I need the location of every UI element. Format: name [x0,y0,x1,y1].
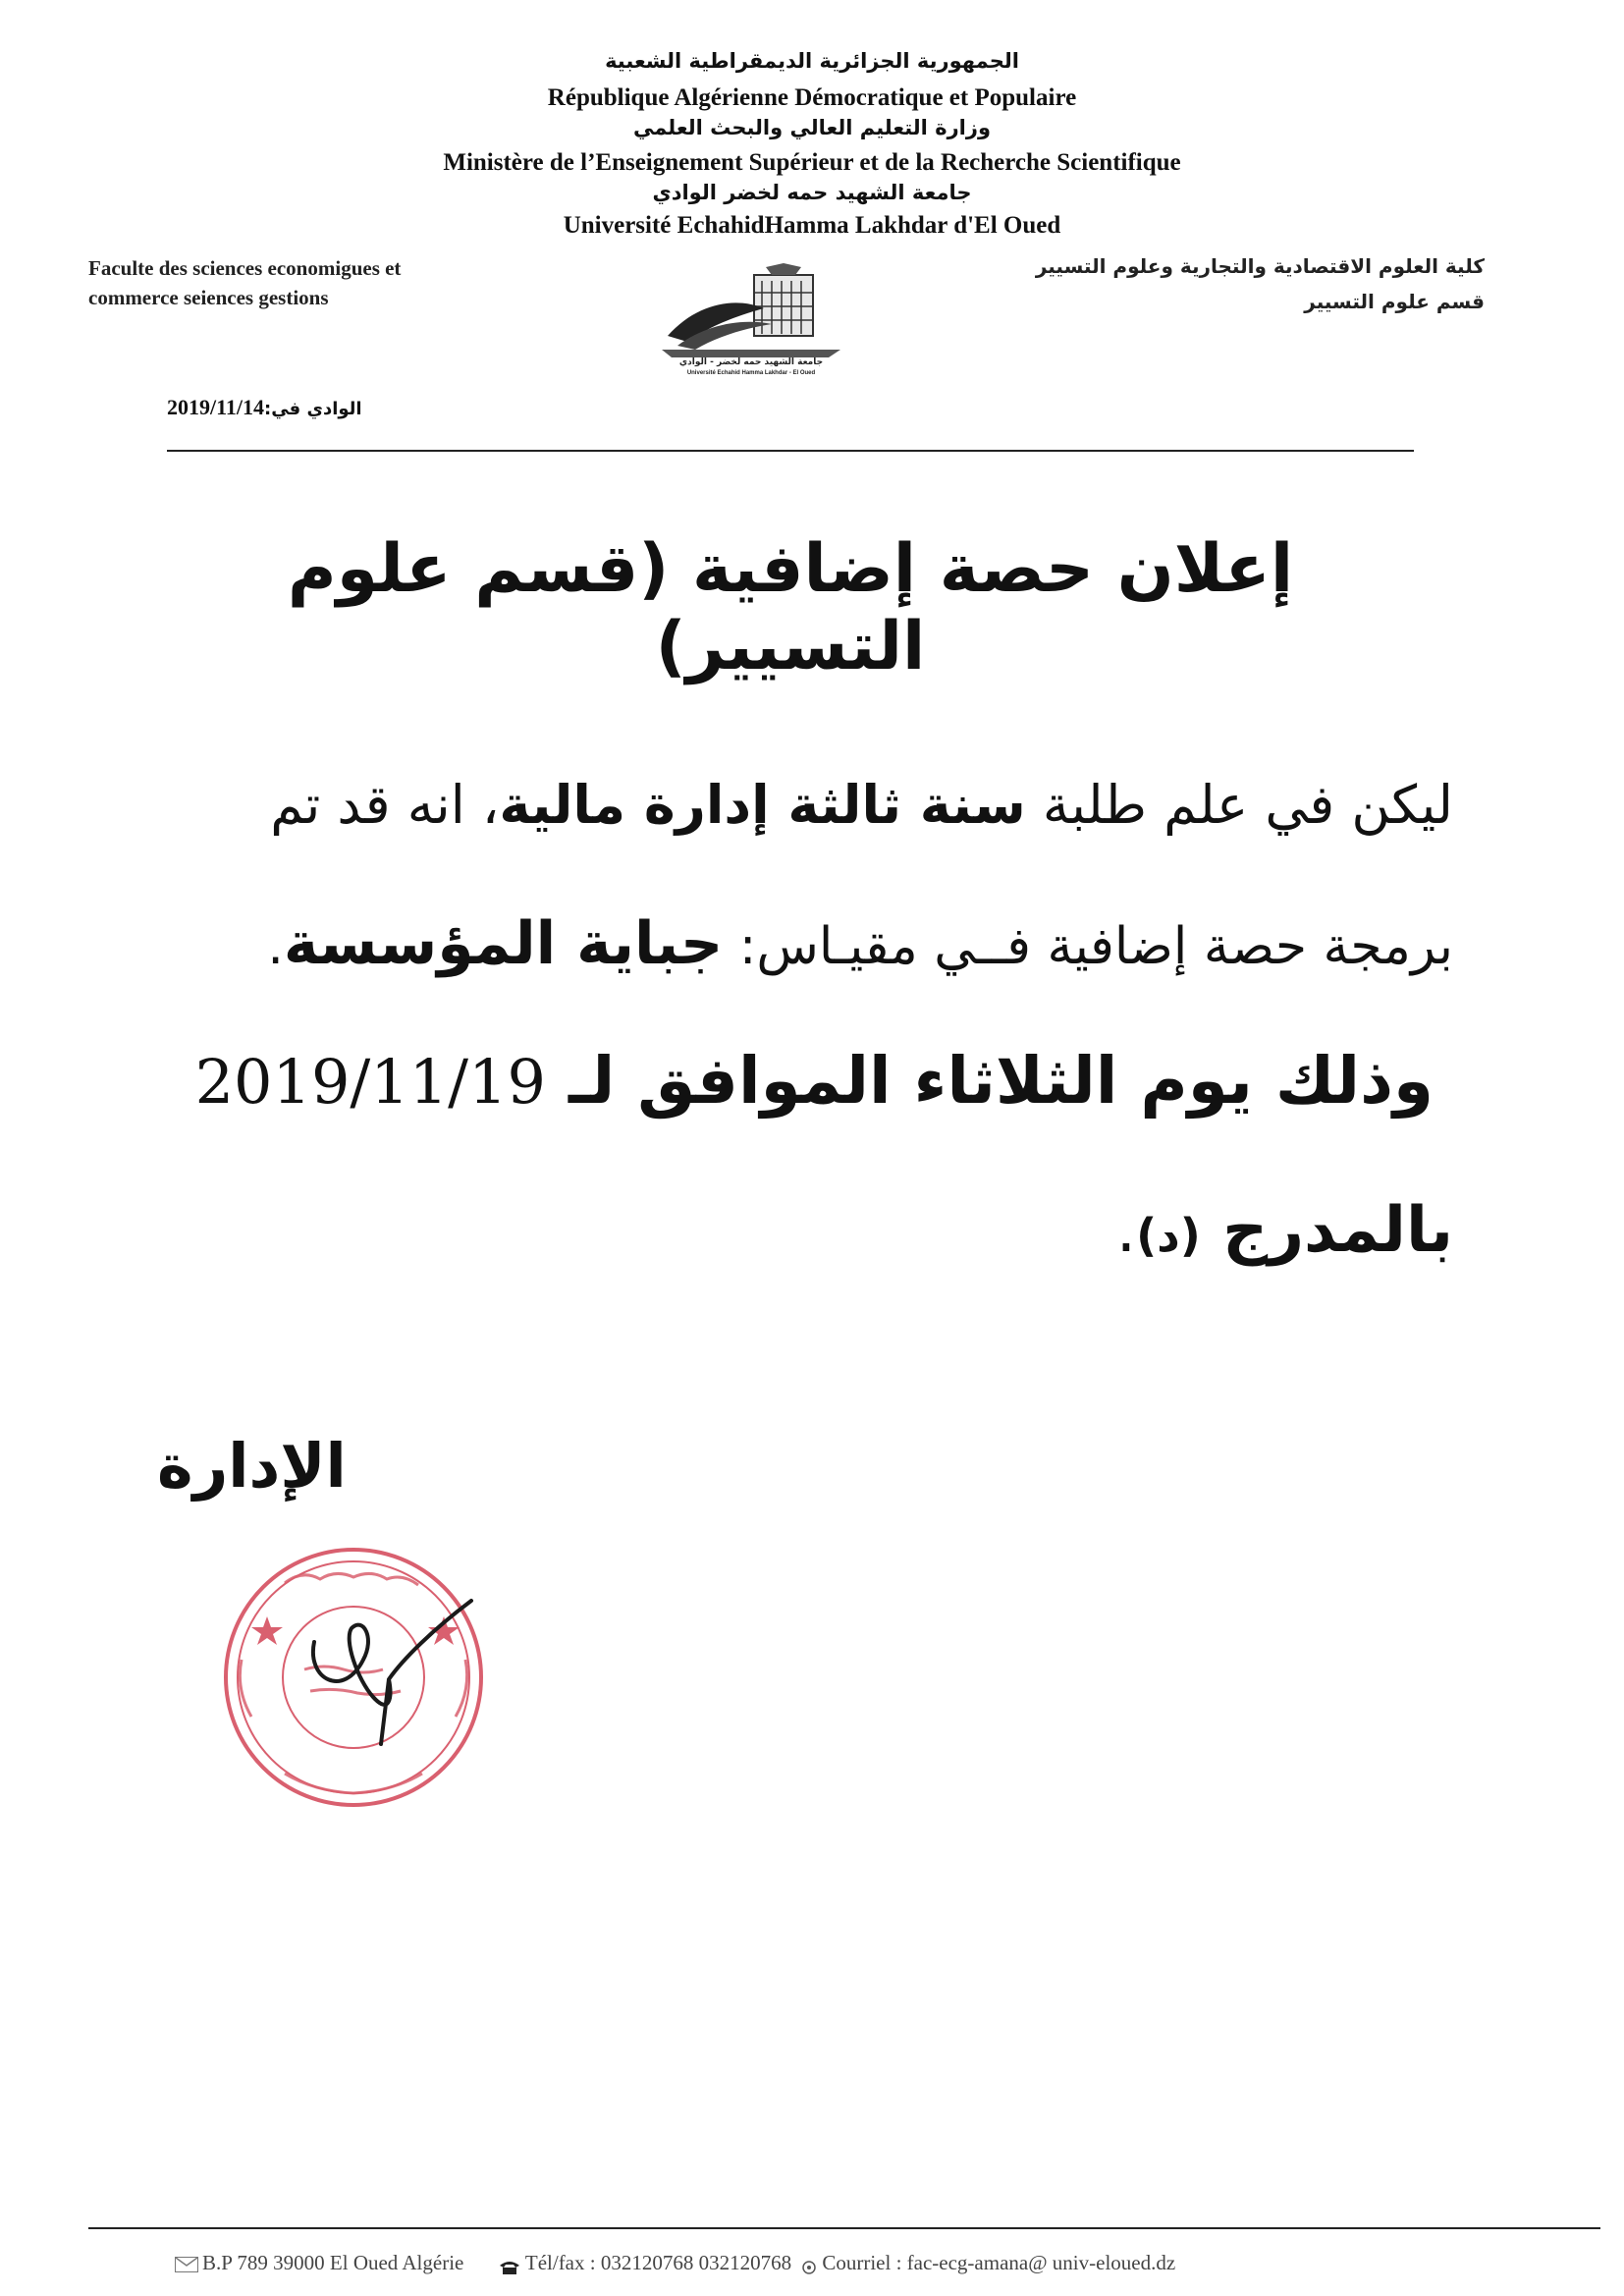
header-fr-ministry: Ministère de l’Enseignement Supérieur et de la Recherche Scientifique [443,149,1181,176]
date-line [167,395,362,420]
faculty-fr-line2: commerce seiences gestions [88,286,329,309]
at-icon [798,2257,820,2272]
header-ar-republic: الجمهورية الجزائرية الديمقراطية الشعبية [605,49,1019,73]
faculty-fr-block [88,253,520,312]
body-room-text: بالمدرج [1200,1194,1453,1267]
body-line-4 [147,1194,1453,1267]
footer-tel: Tél/fax : 032120768 032120768 [524,2251,792,2274]
body-subject-name: جباية المؤسسة [283,909,724,978]
body-line-1-end: ، انه قد تم [270,774,500,836]
faculty-fr-line1: Faculte des sciences economigues et [88,256,402,280]
footer-address: B.P 789 39000 El Oued Algérie [202,2251,464,2274]
header-ar-ministry: وزارة التعليم العالي والبحث العلمي [632,116,992,139]
logo-caption-fr: Université Echahid Hamma Lakhdar - El Oued [686,370,816,376]
phone-icon [498,2257,521,2272]
body-class-name: سنة ثالثة إدارة مالية [499,774,1026,836]
footer-divider [88,2227,1600,2229]
faculty-ar-line1: كلية العلوم الاقتصادية والتجارية وعلوم التسيير [1035,254,1485,278]
body-line-2-end: . [267,917,284,976]
footer-email: Courriel : fac-ecg-amana@ univ-eloued.dz [822,2251,1176,2274]
page-title: إعلان حصة إضافية (قسم علوم التسيير) [287,530,1294,685]
body-line-1 [147,774,1453,836]
body-line-4-end: . [1115,1194,1137,1267]
date-value: 2019/11/14 [167,395,265,419]
footer-contact [175,2251,1175,2276]
handwritten-signature [313,1601,471,1744]
body-day-text: وذلك يوم الثلاثاء الموافق لـ [545,1043,1434,1119]
signature-label: الإدارة [157,1430,347,1502]
logo-caption-ar: جامعة الشهيد حمه لخضر - الوادي [678,357,824,367]
body-session-date: 2019/11/19 [194,1046,546,1118]
body-room-code: (د) [1136,1209,1201,1262]
body-line-1-start: ليكن في علم طلبة [1025,774,1453,836]
body-line-2 [147,909,1453,978]
body-line-3 [157,1043,1434,1119]
header-ar-university: جامعة الشهيد حمه لخضر الوادي [652,181,972,204]
university-logo [648,263,854,381]
body-line-2-start: برمجة حصة إضافية فــي مقيـاس: [723,917,1453,976]
header-divider [167,450,1414,452]
date-label: الوادي في: [264,399,362,419]
header-fr-republic: République Algérienne Démocratique et Populaire [547,84,1077,111]
official-stamp [196,1532,530,1827]
stamp-graphic [196,1532,530,1827]
mail-icon [175,2257,198,2272]
faculty-ar-line2: قسم علوم التسيير [1304,290,1485,313]
header-fr-university: Université EchahidHamma Lakhdar d'El Oued [563,212,1061,239]
faculty-ar-block [982,248,1485,319]
